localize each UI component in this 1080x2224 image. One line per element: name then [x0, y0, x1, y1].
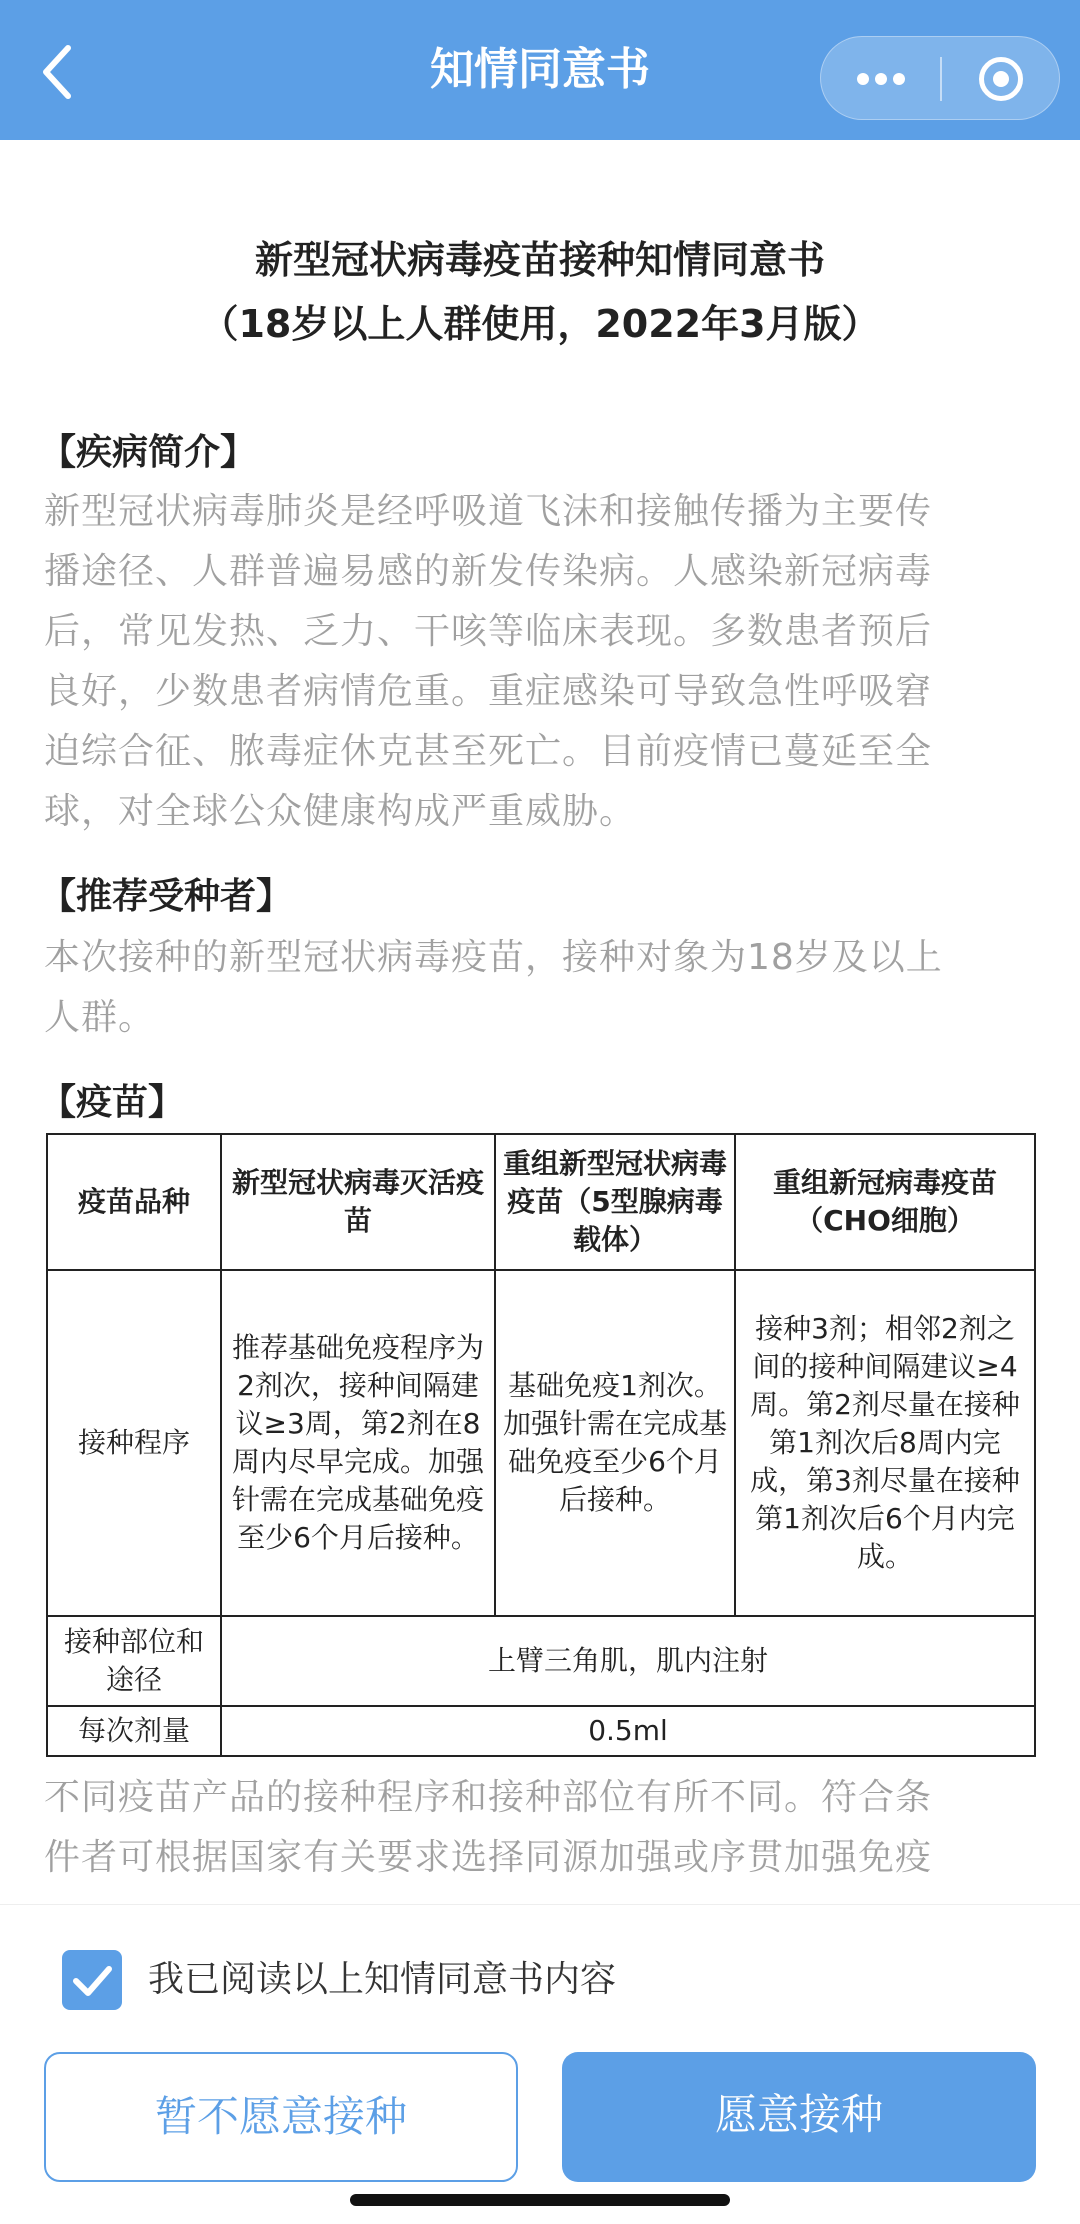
table-row: [47, 1270, 1035, 1616]
consent-checkbox[interactable]: [62, 1950, 122, 2010]
table-row: [47, 1706, 1035, 1756]
document-title: 新型冠状病毒疫苗接种知情同意书: [254, 238, 825, 282]
document-subtitle: （18岁以上人群使用，2022年3月版）: [200, 302, 880, 346]
more-dot: [893, 73, 905, 85]
section-heading-recommended: 【推荐受种者】: [40, 876, 293, 917]
table-header-cell: 疫苗品种: [47, 1134, 221, 1270]
more-dot: [875, 73, 887, 85]
table-row: [47, 1616, 1035, 1706]
note-line: 不同疫苗产品的接种程序和接种部位有所不同。符合条: [44, 1777, 933, 1818]
table-cell: 基础免疫1剂次。加强针需在完成基础免疫至少6个月后接种。: [495, 1270, 735, 1616]
recommended-line: 人群。: [44, 997, 156, 1038]
mini-program-capsule: [820, 36, 1060, 120]
close-button[interactable]: [942, 37, 1061, 121]
table-row-label: 每次剂量: [47, 1706, 221, 1756]
decline-button[interactable]: 暂不愿意接种: [44, 2052, 518, 2182]
disease-line: 球，对全球公众健康构成严重威胁。: [44, 791, 637, 832]
table-cell: 推荐基础免疫程序为2剂次，接种间隔建议≥3周，第2剂在8周内尽早完成。加强针需在完成基础免疫至少6个月后接种。: [221, 1270, 495, 1616]
disease-line: 良好，少数患者病情危重。重症感染可导致急性呼吸窘: [44, 671, 933, 712]
section-heading-vaccine: 【疫苗】: [40, 1082, 185, 1123]
vaccine-table: [46, 1133, 1036, 1757]
table-header-cell: 重组新冠病毒疫苗（CHO细胞）: [735, 1134, 1035, 1270]
nav-bar: [0, 0, 1080, 140]
home-indicator: [350, 2194, 730, 2206]
check-icon: [62, 1950, 122, 2010]
table-header-cell: 重组新型冠状病毒疫苗（5型腺病毒载体）: [495, 1134, 735, 1270]
recommended-line: 本次接种的新型冠状病毒疫苗，接种对象为18岁及以上: [44, 937, 943, 978]
section-heading-disease: 【疾病简介】: [40, 432, 257, 473]
target-core: [993, 71, 1009, 87]
accept-button[interactable]: 愿意接种: [562, 2052, 1036, 2182]
more-dots-icon: [857, 73, 869, 85]
table-row-label: 接种部位和途径: [47, 1616, 221, 1706]
table-cell: 上臂三角肌，肌内注射: [221, 1616, 1035, 1706]
disease-line: 后，常见发热、乏力、干咳等临床表现。多数患者预后: [44, 611, 933, 652]
disease-line: 新型冠状病毒肺炎是经呼吸道飞沫和接触传播为主要传: [44, 491, 933, 532]
table-cell: 接种3剂；相邻2剂之间的接种间隔建议≥4周。第2剂尽量在接种第1剂次后8周内完成，第3剂尽量在接种第1剂次后6个月内完成。: [735, 1270, 1035, 1616]
table-row: [47, 1134, 1035, 1270]
consent-checkbox-label[interactable]: 我已阅读以上知情同意书内容: [148, 1959, 617, 2000]
page-title: 知情同意书: [430, 44, 650, 95]
more-button[interactable]: [821, 37, 940, 121]
table-header-cell: 新型冠状病毒灭活疫苗: [221, 1134, 495, 1270]
note-line: 件者可根据国家有关要求选择同源加强或序贯加强免疫: [44, 1837, 933, 1878]
table-row-label: 接种程序: [47, 1270, 221, 1616]
table-cell: 0.5ml: [221, 1706, 1035, 1756]
disease-line: 迫综合征、脓毒症休克甚至死亡。目前疫情已蔓延至全: [44, 731, 933, 772]
disease-line: 播途径、人群普遍易感的新发传染病。人感染新冠病毒: [44, 551, 933, 592]
